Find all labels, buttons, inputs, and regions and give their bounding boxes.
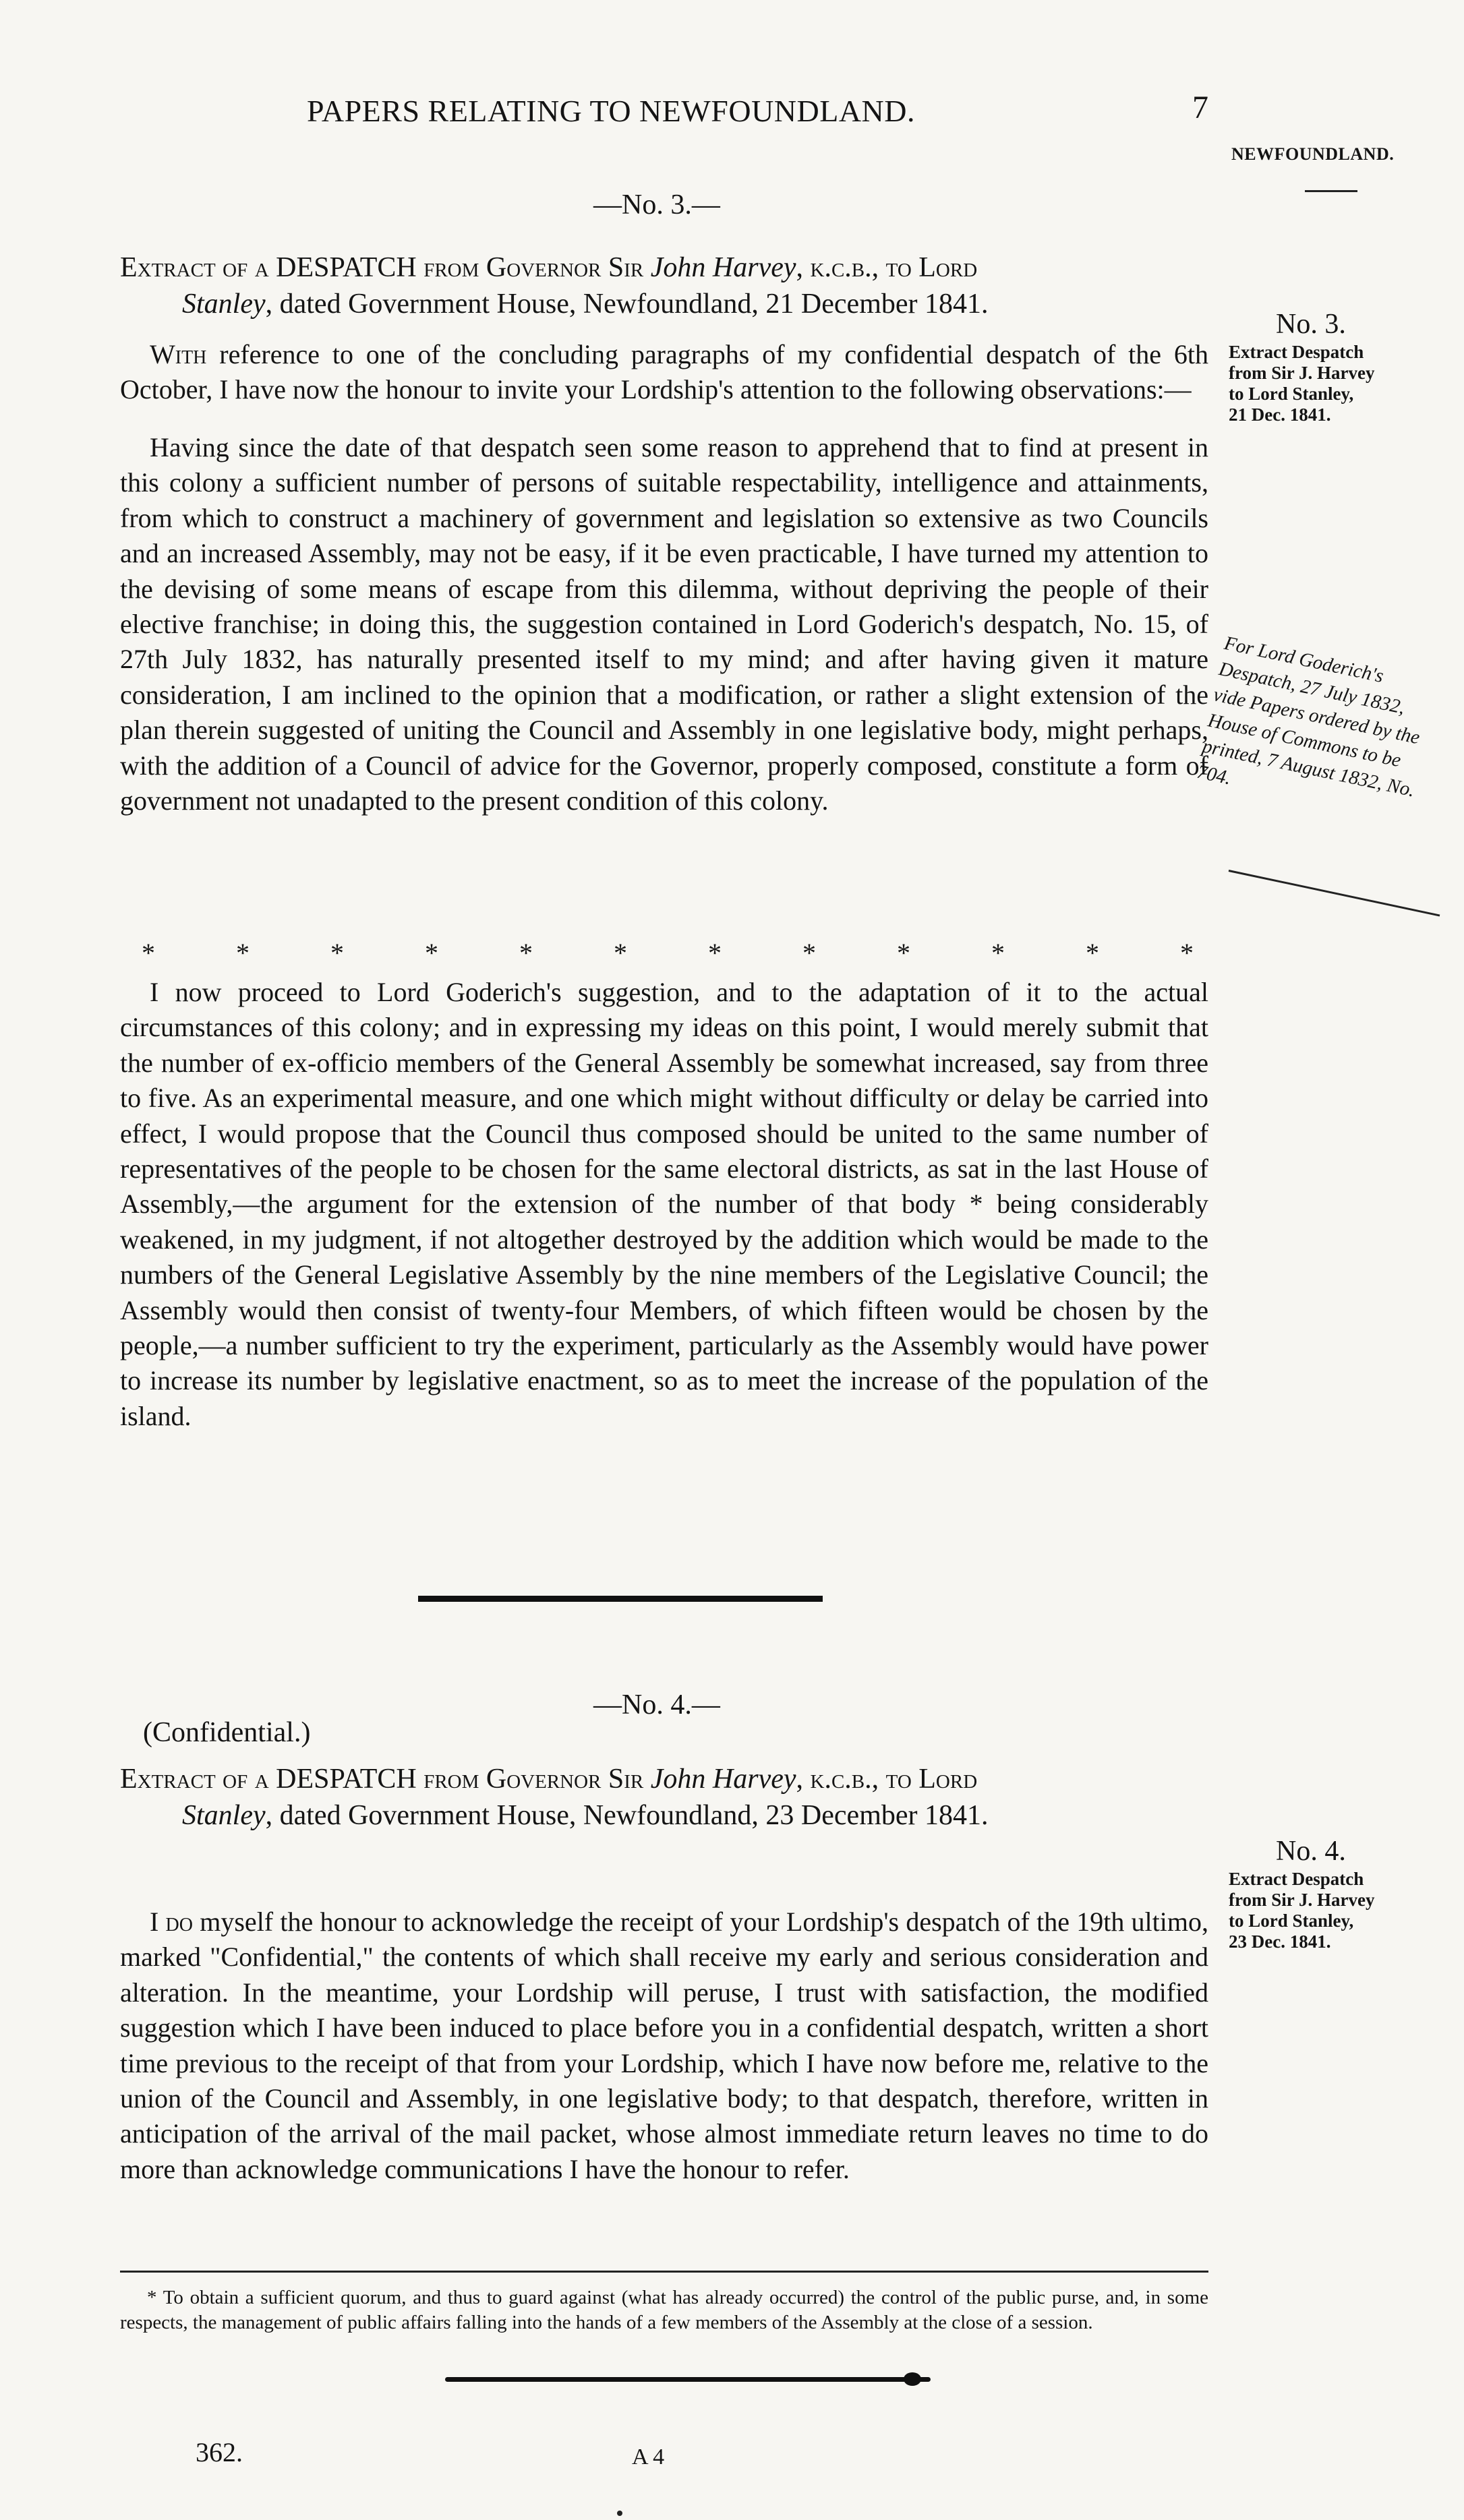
doc4-title-a: Extract of a DESPATCH from Governor Sir <box>120 1764 651 1795</box>
star: * <box>330 938 344 968</box>
footnote-rule <box>120 2271 1208 2273</box>
page-number: 7 <box>1192 90 1208 125</box>
doc3-title-name: John Harvey <box>650 252 796 283</box>
print-number: 362. <box>196 2437 243 2467</box>
doc4-margin-note <box>1229 1834 1451 1952</box>
doc3-title-b: , k.c.b., to Lord <box>796 252 978 283</box>
star: * <box>708 938 722 968</box>
margin-line: Extract Despatch <box>1229 342 1364 362</box>
doc4-confidential-label: (Confidential.) <box>143 1717 311 1748</box>
doc3-para1-text: reference to one of the concluding paragraphs of my confidential despatch of the 6th October, I have now the honour to invite your Lordship's attention to the following observations:— <box>120 339 1208 405</box>
doc4-title <box>120 1761 1212 1834</box>
doc3-para2-text: Having since the date of that despatch seen some reason to apprehend that to find at present in this colony a sufficient number of persons of suitable respectability, intelligence and attainments, from which to construct a machinery of government and legislation so extensive as two Councils and an increased Assembly, may not be easy, if it be even practicable, I have turned my attention to the devising of some means of escape from this dilemma, without depriving the people of their elective franchise; in doing this, the suggestion contained in Lord Goderich's despatch, No. 15, of 27th July 1832, has naturally presented itself to my mind; and after having given it mature consideration, I am inclined to the opinion that a modification, or rather a slight extension of the plan therein suggested of uniting the Council and Assembly in one legislative body, might perhaps, with the addition of a Council of advice for the Governor, properly composed, constitute a form of government not unadapted to the present condition of this colony. <box>120 432 1208 816</box>
doc4-title-b: , k.c.b., to Lord <box>796 1764 978 1795</box>
doc4-para1-text: myself the honour to acknowledge the receipt of your Lordship's despatch of the 19th ultimo, marked "Confidential," the contents of which shall receive my early and serious consideration and alteration. In the meantime, your Lordship will peruse, I trust with satisfaction, the modified suggestion which I have been induced to place before you in a confidential despatch, written a short time previous to the receipt of that from your Lordship, which I have now before me, relative to the union of the Council and Assembly, in one legislative body; to that despatch, therefore, written in anticipation of the arrival of the mail packet, whose almost immediate return leaves no time to do more than acknowledge communications I have the honour to refer. <box>120 1907 1209 2184</box>
doc3-title <box>120 249 1212 322</box>
doc4-para1-lead: I do <box>150 1907 194 1937</box>
doc3-margin-note <box>1229 307 1451 425</box>
doc4-number: —No. 4.— <box>593 1689 720 1720</box>
star: * <box>236 938 250 968</box>
doc4-title-name: John Harvey <box>650 1764 796 1795</box>
margin-line: to Lord Stanley, <box>1229 1911 1354 1931</box>
doc3-paragraph-2 <box>120 430 1208 818</box>
omission-stars <box>142 937 1194 969</box>
colony-heading: NEWFOUNDLAND. <box>1231 144 1395 164</box>
margin-reference-rule <box>1229 870 1440 916</box>
doc4-title-line2 <box>120 1797 1212 1834</box>
doc3-paragraph-1 <box>120 337 1208 408</box>
doc3-para1-lead: With <box>150 339 207 369</box>
star: * <box>897 938 910 968</box>
star: * <box>991 938 1005 968</box>
signature-mark: A 4 <box>632 2444 665 2469</box>
margin-line: 23 Dec. 1841. <box>1229 1931 1331 1952</box>
margin-line: Extract Despatch <box>1229 1869 1364 1889</box>
star: * <box>425 938 438 968</box>
end-divider-ornament <box>904 2372 921 2386</box>
doc3-number: —No. 3.— <box>593 189 720 220</box>
doc4-title-line1 <box>120 1764 977 1795</box>
page-speck <box>617 2511 622 2516</box>
doc3-title-line2 <box>120 286 1212 322</box>
doc4-paragraph-1 <box>120 1904 1208 2187</box>
star: * <box>142 938 155 968</box>
doc4-title-addressee: Stanley <box>182 1800 266 1831</box>
doc3-margin-number: No. 3. <box>1276 309 1346 340</box>
footnote-text: * To obtain a sufficient quorum, and thus to guard against (what has already occurred) the control of the public purse, and, in some respects, the management of public affairs falling into the hands of a few members of the Assembly at the close of a session. <box>120 2287 1208 2333</box>
doc4-title-date: , dated Government House, Newfoundland, 23 December 1841. <box>265 1800 989 1831</box>
doc3-title-line1 <box>120 252 977 283</box>
star: * <box>519 938 533 968</box>
doc3-margin-reference: For Lord Goderich's Despatch, 27 July 1832, vide Papers ordered by the House of Commons to be printed, 7 August 1832, No. 704. <box>1195 632 1422 802</box>
running-header: PAPERS RELATING TO NEWFOUNDLAND. <box>307 94 915 128</box>
star: * <box>1180 938 1194 968</box>
footnote <box>120 2285 1208 2335</box>
margin-line: to Lord Stanley, <box>1229 384 1354 404</box>
margin-line: 21 Dec. 1841. <box>1229 404 1331 425</box>
doc3-title-date: , dated Government House, Newfoundland, 21 December 1841. <box>265 289 989 320</box>
doc4-margin-number: No. 4. <box>1276 1836 1346 1867</box>
doc3-para3-text: I now proceed to Lord Goderich's suggestion, and to the adaptation of it to the actual circumstances of this colony; and in expressing my ideas on this point, I would merely submit that the number of ex-officio members of the General Assembly be somewhat increased, say from three to five. As an experimental measure, and one which might without difficulty or delay be carried into effect, I would propose that the Council thus composed should be united to the same number of representatives of the people to be chosen for the same electoral districts, as sat in the last House of Assembly,—the argument for the extension of the number of that body * being considerably weakened, in my judgment, if not altogether destroyed by the addition which would be made to the numbers of the General Legislative Assembly by the nine members of the Legislative Council; the Assembly would then consist of twenty-four Members, of which fifteen would be chosen by the people,—a number sufficient to try the experiment, particularly as the Assembly would have power to increase its number by legislative enactment, so as to meet the increase of the population of the island. <box>120 977 1208 1431</box>
section-divider <box>418 1596 823 1602</box>
star: * <box>802 938 816 968</box>
doc3-title-a: Extract of a DESPATCH from Governor Sir <box>120 252 651 283</box>
margin-line: from Sir J. Harvey <box>1229 1890 1375 1910</box>
star: * <box>614 938 627 968</box>
margin-line: from Sir J. Harvey <box>1229 363 1375 383</box>
doc3-paragraph-3 <box>120 975 1208 1434</box>
end-divider <box>445 2377 931 2382</box>
doc3-title-addressee: Stanley <box>182 289 266 320</box>
colony-rule <box>1305 190 1357 192</box>
star: * <box>1086 938 1099 968</box>
